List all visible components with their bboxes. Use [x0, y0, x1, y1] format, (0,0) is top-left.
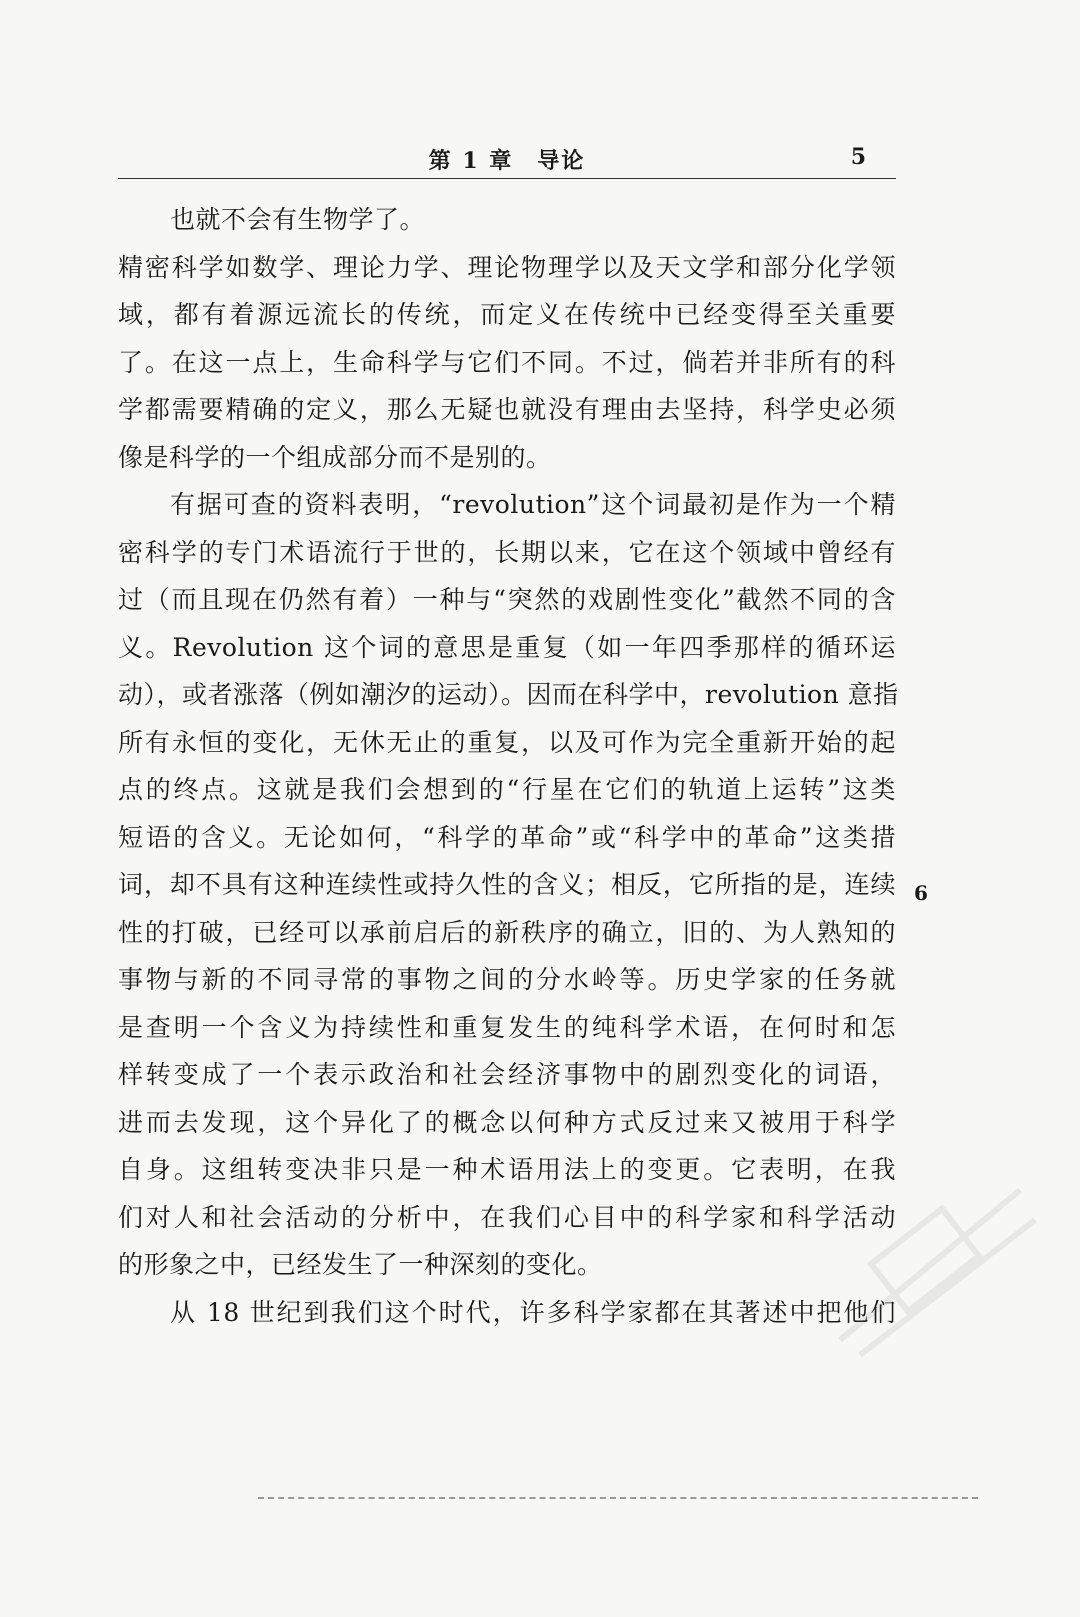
text-line: 短语的含义。无论如何，“科学的革命”或“科学中的革命”这类措	[118, 822, 896, 852]
text-line: 点的终点。这就是我们会想到的“行星在它们的轨道上运转”这类	[118, 775, 896, 804]
text-line: 动），或者涨落（例如潮汐的运动）。因而在科学中，revolution 意指	[118, 680, 899, 709]
text-line: 事物与新的不同寻常的事物之间的分水岭等。历史学家的任务就	[118, 965, 896, 994]
text-line: 学都需要精确的定义，那么无疑也就没有理由去坚持，科学史必须	[118, 395, 896, 424]
chapter-title: 第 1 章 导论	[428, 148, 586, 174]
text-line: 所有永恒的变化，无休无止的重复，以及可作为完全重新开始的起	[118, 727, 896, 757]
text-line: 义。Revolution 这个词的意思是重复（如一年四季那样的循环运	[118, 632, 896, 662]
body-text	[118, 196, 899, 1336]
text-line: 过（而且现在仍然有着）一种与“突然的戏剧性变化”截然不同的含	[118, 585, 896, 614]
text-line: 的形象之中，已经发生了一种深刻的变化。	[118, 1250, 603, 1279]
watermark-stamp-icon	[820, 1160, 1040, 1360]
text-line: 密科学的专门术语流行于世的，长期以来，它在这个领域中曾经有	[118, 537, 896, 567]
margin-page-marker: 6	[914, 881, 928, 905]
header-rule	[118, 178, 896, 179]
text-line: 是查明一个含义为持续性和重复发生的纯科学术语，在何时和怎	[118, 1012, 896, 1042]
page-number: 5	[850, 144, 866, 170]
text-line: 们对人和社会活动的分析中，在我们心目中的科学家和科学活动	[118, 1202, 896, 1232]
bottom-rule	[258, 1497, 978, 1499]
text-line: 有据可查的资料表明，“revolution”这个词最初是作为一个精	[170, 490, 896, 519]
text-line: 了。在这一点上，生命科学与它们不同。不过，倘若并非所有的科	[118, 347, 896, 377]
text-line: 性的打破，已经可以承前启后的新秩序的确立，旧的、为人熟知的	[118, 917, 896, 947]
text-line: 自身。这组转变决非只是一种术语用法上的变更。它表明，在我	[118, 1155, 896, 1184]
text-line: 像是科学的一个组成部分而不是别的。	[118, 442, 552, 472]
text-line: 精密科学如数学、理论力学、理论物理学以及天文学和部分化学领	[118, 252, 896, 282]
text-line: 从 18 世纪到我们这个时代，许多科学家都在其著述中把他们	[170, 1297, 896, 1327]
text-line: 域，都有着源远流长的传统，而定义在传统中已经变得至关重要	[118, 300, 896, 329]
running-header	[118, 138, 896, 178]
text-line: 词，却不具有这种连续性或持久性的含义；相反，它所指的是，连续	[118, 870, 896, 899]
text-line: 进而去发现，这个异化了的概念以何种方式反过来又被用于科学	[118, 1107, 896, 1137]
text-line: 也就不会有生物学了。	[170, 205, 426, 234]
text-line: 样转变成了一个表示政治和社会经济事物中的剧烈变化的词语，	[118, 1060, 896, 1089]
